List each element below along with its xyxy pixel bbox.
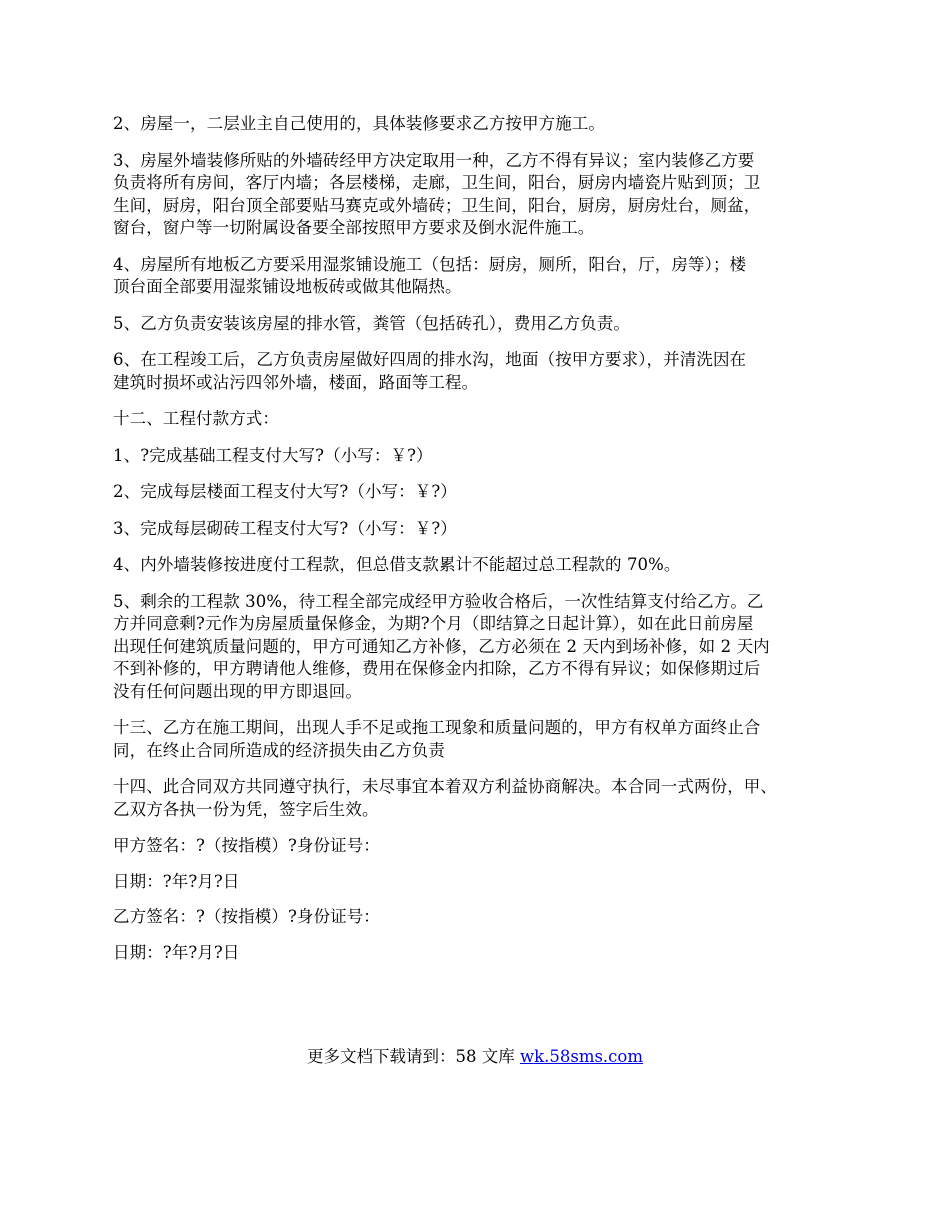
party-b-date-line: 日期：?年?月?日	[113, 942, 240, 962]
payment-item-1: 1、?完成基础工程支付大写?（小写：￥?）	[113, 445, 433, 465]
paragraph-item-5-drainage: 5、乙方负责安装该房屋的排水管，粪管（包括砖孔），费用乙方负责。	[113, 313, 630, 333]
paragraph-item-6-completion: 6、在工程竣工后，乙方负责房屋做好四周的排水沟，地面（按甲方要求），并清洗因在 建筑时损坏或沾污四邻外墙，楼面，路面等工程。	[113, 350, 747, 392]
footer-download-link[interactable]: wk.58sms.com	[519, 1047, 643, 1066]
payment-item-2: 2、完成每层楼面工程支付大写?（小写：￥?）	[113, 482, 457, 501]
footer-text: 更多文档下载请到：58 文库	[306, 1047, 520, 1066]
payment-item-4: 4、内外墙装修按进度付工程款，但总借支款累计不能超过总工程款的 70%。	[113, 555, 681, 574]
party-b-signature-line: 乙方签名：?（按指模）?身份证号：	[113, 907, 380, 926]
section-heading-payment: 十二、工程付款方式：	[113, 409, 279, 428]
payment-item-3: 3、完成每层砌砖工程支付大写?（小写：￥?）	[113, 518, 457, 538]
payment-item-5-warranty: 5、剩余的工程款 30%，待工程全部完成经甲方验收合格后，一次性结算支付给乙方。乙 方并同意剩?元作为房屋质量保修金，为期?个月（即结算之日起计算），如在此日前房屋 出现任何建筑质量问题的，甲方可通知乙方补修，乙方必须在 2 天内到场补修，如 2 天内 不到补修的，甲方聘请他人维修，费用在保修金内扣除，乙方不得有异议；如保修期过后 没有任何问题出现的甲方即退回。	[113, 591, 770, 701]
document-body	[113, 113, 853, 977]
party-a-signature-line: 甲方签名：?（按指模）?身份证号：	[113, 836, 380, 855]
section-14-effectiveness: 十四、此合同双方共同遵守执行，未尽事宜本着双方利益协商解决。本合同一式两份，甲、 乙双方各执一份为凭，签字后生效。	[113, 777, 777, 819]
party-a-date-line: 日期：?年?月?日	[113, 871, 240, 891]
paragraph-item-2: 2、房屋一，二层业主自己使用的，具体装修要求乙方按甲方施工。	[113, 114, 605, 133]
paragraph-item-4-flooring: 4、房屋所有地板乙方要采用湿浆铺设施工（包括：厨房，厕所，阳台，厅，房等）；楼 顶台面全部要用湿浆铺设地板砖或做其他隔热。	[113, 254, 747, 296]
paragraph-item-3-wall-tiles: 3、房屋外墙装修所贴的外墙砖经甲方决定取用一种，乙方不得有异议；室内装修乙方要 负责将所有房间，客厅内墙；各层楼梯，走廊，卫生间，阳台，厨房内墙瓷片贴到顶；卫 生间，厨房，阳台顶全部要贴马赛克或外墙砖；卫生间，阳台，厨房，厨房灶台，厕盆， 窗台，窗户等一切附属设备要全部按照甲方要求及倒水泥件施工。	[113, 150, 761, 237]
footer	[0, 1046, 950, 1068]
section-13-termination: 十三、乙方在施工期间，出现人手不足或拖工现象和质量问题的，甲方有权单方面终止合 同，在终止合同所造成的经济损失由乙方负责	[113, 718, 761, 760]
